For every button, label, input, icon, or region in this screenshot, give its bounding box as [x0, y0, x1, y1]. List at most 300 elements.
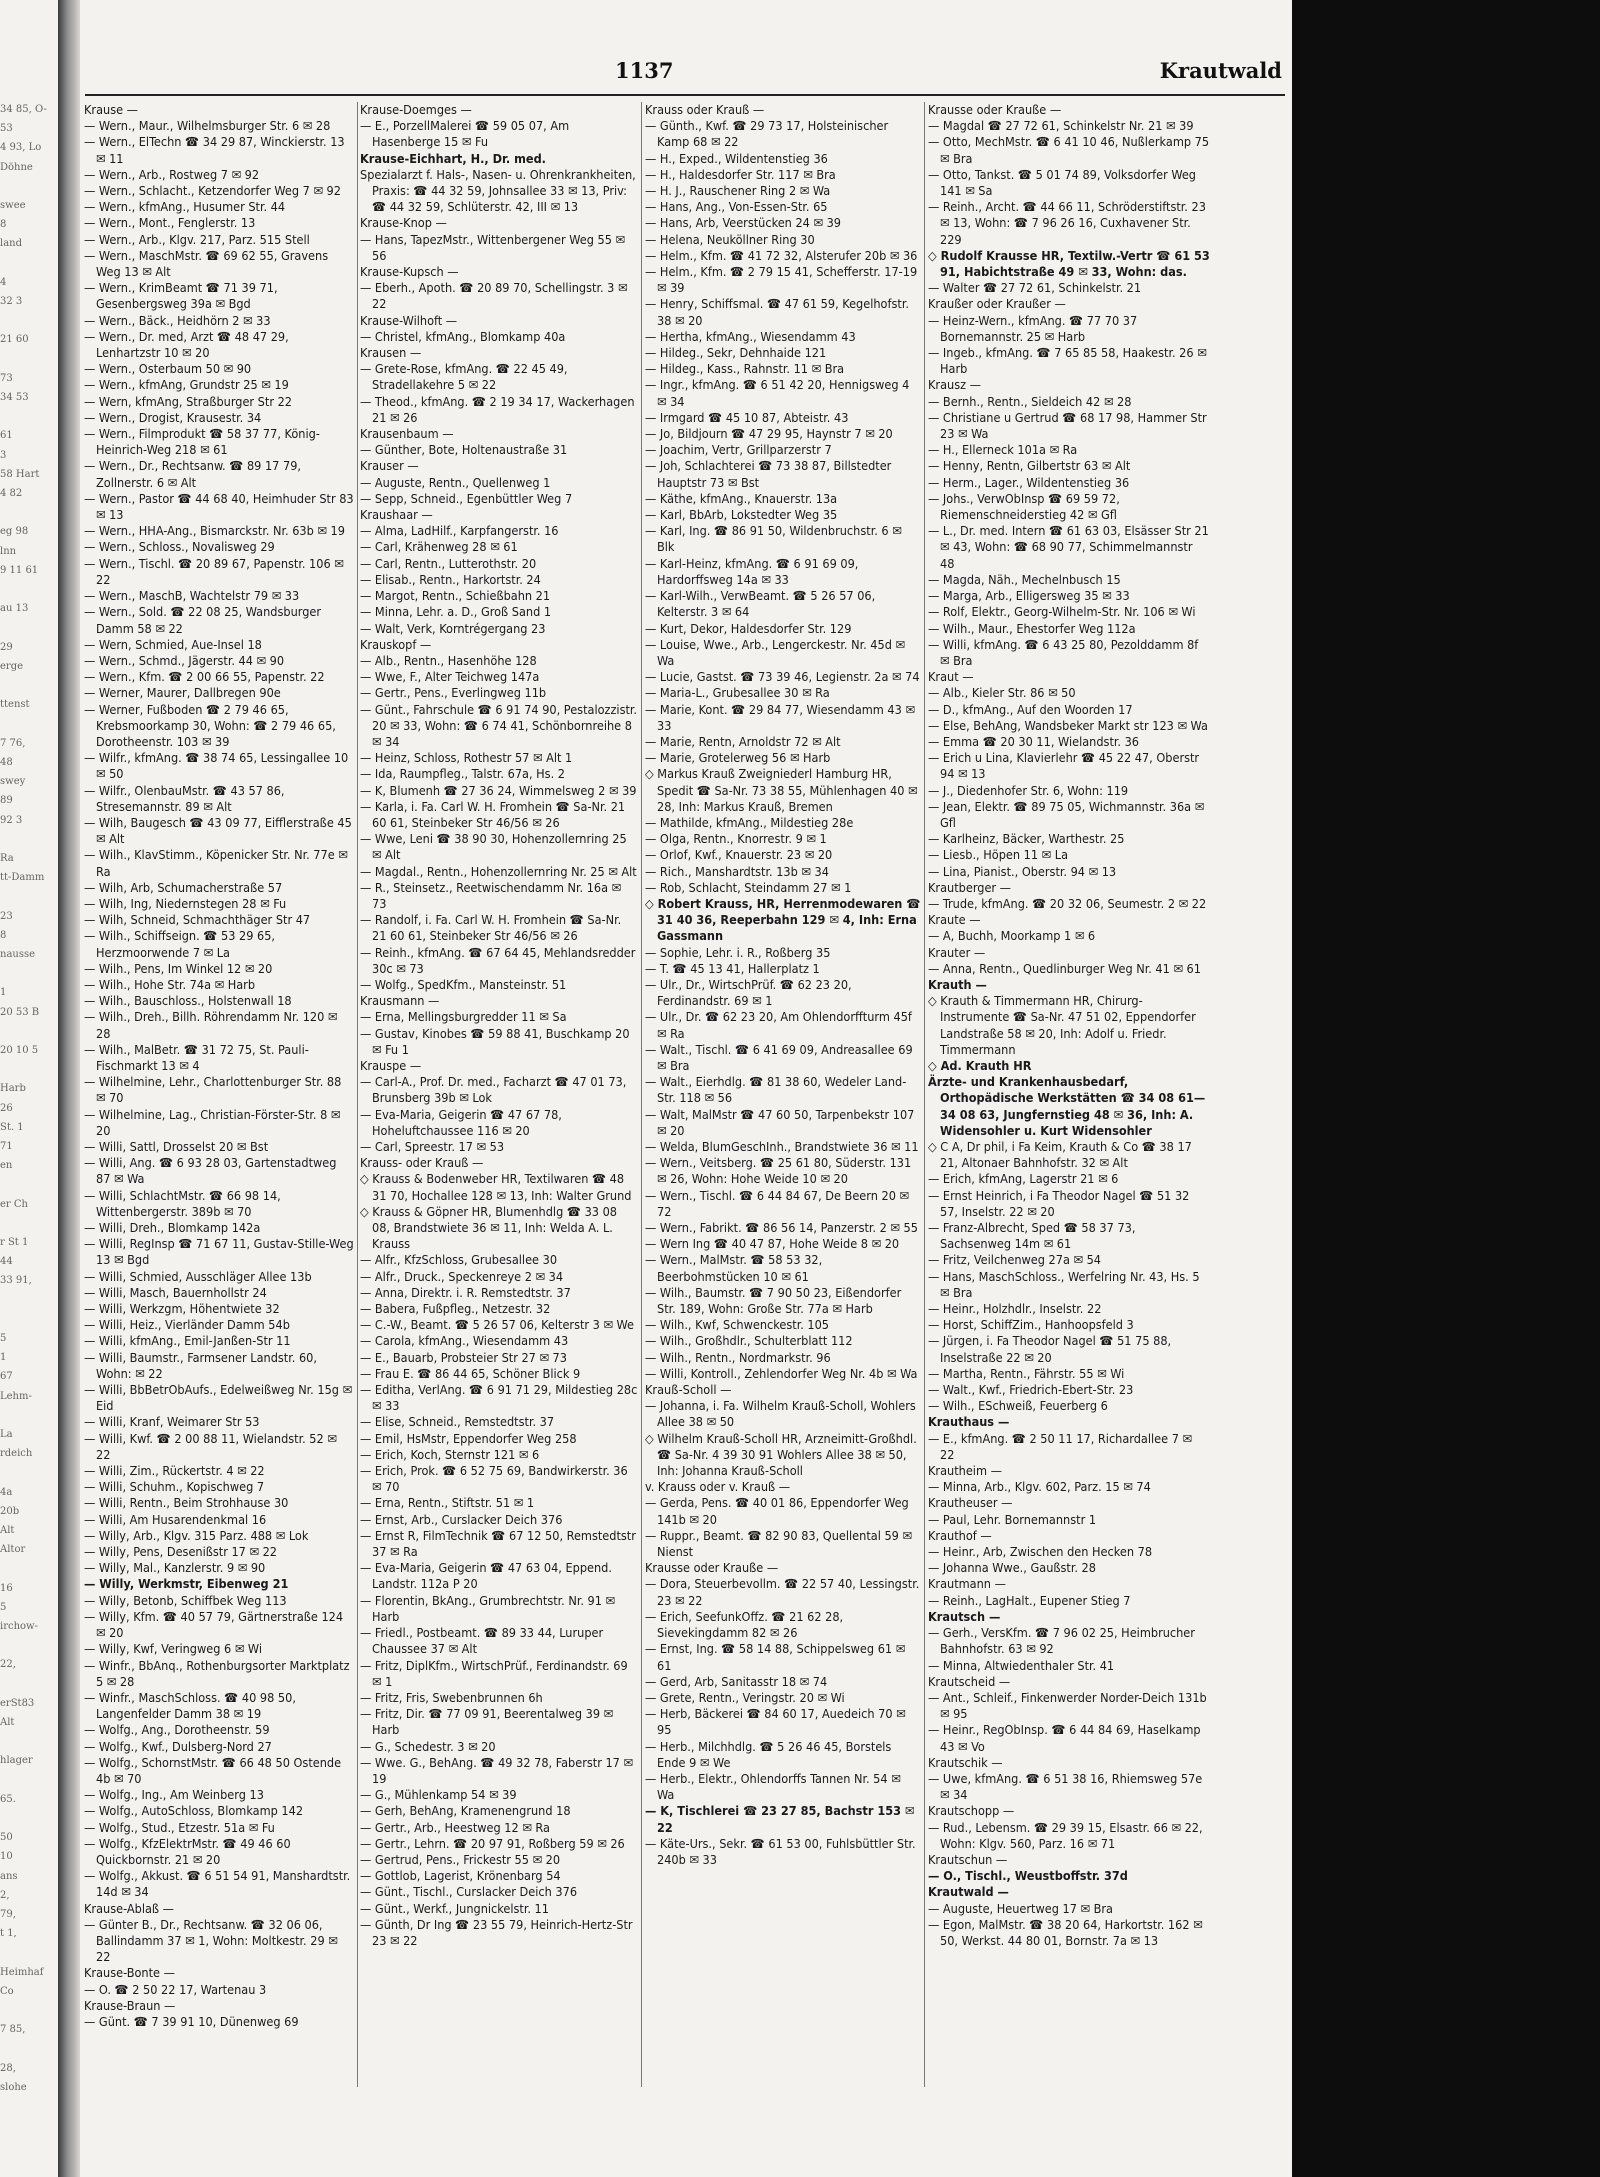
- directory-entry: — T. ☎ 45 13 41, Hallerplatz 1: [645, 960, 820, 976]
- directory-entry: Krauss- oder Krauß —: [360, 1155, 484, 1171]
- directory-entry: — Wern., Schlacht., Ketzendorfer Weg 7 ✉ 92: [84, 183, 341, 199]
- margin-fragment: 20 10 5: [0, 1044, 39, 1056]
- directory-entry: — Wilhelmine, Lag., Christian-Förster-Str. 8 ✉ 20: [84, 1106, 341, 1138]
- directory-entry: — G., Schedestr. 3 ✉ 20: [360, 1738, 496, 1754]
- directory-entry: — Minna, Altwiedenthaler Str. 41: [928, 1657, 1115, 1673]
- directory-entry: — Winfr., BbAnq., Rothenburgsorter Marktplatz 5 ✉ 28: [84, 1657, 350, 1689]
- directory-entry: — Willy, Mal., Kanzlerstr. 9 ✉ 90: [84, 1560, 266, 1576]
- margin-fragment: ttenst: [0, 699, 30, 711]
- directory-entry: — Wilh., ESchweiß, Feuerberg 6: [928, 1398, 1108, 1414]
- margin-fragment: t 1,: [0, 1928, 17, 1940]
- directory-entry: — Willi, kfmAng., Emil-Janßen-Str 11: [84, 1333, 291, 1349]
- directory-entry: — Willi, SchlachtMstr. ☎ 66 98 14, Wittenbergerstr. 389b ✉ 70: [84, 1187, 281, 1219]
- directory-entry: — Willi, Kranf, Weimarer Str 53: [84, 1414, 260, 1430]
- directory-entry: — Wilh, Baugesch ☎ 43 09 77, Eifflerstraße 45 ✉ Alt: [84, 814, 352, 847]
- margin-fragment: St. 1: [0, 1121, 24, 1133]
- margin-fragment: 67: [0, 1371, 13, 1383]
- directory-entry: — Karl, BbArb, Lokstedter Weg 35: [645, 507, 838, 523]
- directory-entry: — Willi, Heiz., Vierländer Damm 54b: [84, 1317, 290, 1333]
- directory-entry: Krautscheid —: [928, 1673, 1011, 1689]
- directory-entry: — Wern., Schmd., Jägerstr. 44 ✉ 90: [84, 652, 285, 668]
- directory-entry: — Carl-A., Prof. Dr. med., Facharzt ☎ 47 01 73, Brunsberg 39b ✉ Lok: [360, 1074, 627, 1106]
- margin-fragment: 48: [0, 756, 13, 768]
- directory-entry: — E., PorzellMalerei ☎ 59 05 07, Am Hasenberge 15 ✉ Fu: [360, 118, 570, 150]
- margin-fragment: 7 85,: [0, 2024, 26, 2036]
- directory-entry: Krautheuser —: [928, 1495, 1013, 1511]
- directory-entry: — Wwe, Leni ☎ 38 90 30, Hohenzollernring 25 ✉ Alt: [360, 831, 627, 863]
- directory-entry: — Else, BehAng, Wandsbeker Markt str 123 ✉ Wa: [928, 717, 1208, 733]
- margin-fragment: [0, 1559, 58, 1578]
- directory-entry: — Margot, Rentn., Schießbahn 21: [360, 588, 551, 604]
- scan-background: [1292, 0, 1600, 2177]
- directory-entry: ◇ Krauth & Timmermann HR, Chirurg-Instrumente ☎ Sa-Nr. 47 51 02, Eppendorfer Landstraße 58 ✉ 20, Inh: Adolf u. Friedr. Timmermann: [928, 993, 1196, 1057]
- directory-entry: — Wern., Mont., Fenglerstr. 13: [84, 215, 256, 231]
- directory-entry: Kraut —: [928, 669, 974, 685]
- directory-entry: — H., Exped., Wildentenstieg 36: [645, 150, 828, 166]
- directory-entry: Krause-Braun —: [84, 1997, 176, 2013]
- facing-page-margin-fragments: [0, 100, 58, 2120]
- directory-entry: Krause-Knop —: [360, 215, 447, 231]
- directory-entry: — Willy, Arb., Klgv. 315 Parz. 488 ✉ Lok: [84, 1527, 309, 1543]
- directory-entry: — Werner, Fußboden ☎ 2 79 46 65, Krebsmoorkamp 30, Wohn: ☎ 2 79 46 65, Dorotheenstr. 103 ✉ 39: [84, 701, 336, 749]
- directory-entry: — Auguste, Heuertweg 17 ✉ Bra: [928, 1900, 1114, 1916]
- directory-entry: — Willi, Ang. ☎ 6 93 28 03, Gartenstadtweg 87 ✉ Wa: [84, 1155, 337, 1187]
- directory-entry: — Editha, VerlAng. ☎ 6 91 71 29, Mildestieg 28c ✉ 33: [360, 1382, 638, 1414]
- directory-entry: — Joh, Schlachterei ☎ 73 38 87, Billstedter Hauptstr 73 ✉ Bst: [645, 458, 892, 490]
- directory-entry: — E., kfmAng. ☎ 2 50 11 17, Richardallee 7 ✉ 22: [928, 1430, 1193, 1462]
- margin-fragment: 3: [0, 449, 7, 461]
- directory-entry: — Willi, Kontroll., Zehlendorfer Weg Nr. 4b ✉ Wa: [645, 1365, 918, 1381]
- directory-entry: — Elise, Schneid., Remstedtstr. 37: [360, 1414, 555, 1430]
- directory-entry: — H., Ellerneck 101a ✉ Ra: [928, 442, 1078, 458]
- directory-entry: Krautmann —: [928, 1576, 1006, 1592]
- directory-entry: — Günt., Fahrschule ☎ 6 91 74 90, Pestalozzistr. 20 ✉ 33, Wohn: ☎ 6 74 41, Schönbornreihe 8 ✉ 34: [360, 701, 638, 749]
- margin-fragment: [0, 254, 58, 273]
- directory-entry: — Willy, Werkmstr, Eibenweg 21: [84, 1576, 289, 1592]
- column-divider: [357, 102, 358, 2087]
- directory-entry: Krauthof —: [928, 1527, 992, 1543]
- directory-entry: Krausse oder Krauße —: [645, 1560, 779, 1576]
- directory-entry: — Wern., Bäck., Heidhörn 2 ✉ 33: [84, 312, 271, 328]
- directory-entry: — Emma ☎ 20 30 11, Wielandstr. 36: [928, 733, 1140, 749]
- directory-entry: — Walt, Verk, Korntrégergang 23: [360, 620, 546, 636]
- directory-entry: — Wolfg., SpedKfm., Mansteinstr. 51: [360, 976, 567, 992]
- directory-entry: — Ingr., kfmAng. ☎ 6 51 42 20, Hennigsweg 4 ✉ 34: [645, 377, 910, 409]
- directory-entry: — Wilfr., kfmAng. ☎ 38 74 65, Lessingallee 10 ✉ 50: [84, 750, 349, 782]
- margin-fragment: hlager: [0, 1755, 33, 1767]
- directory-entry: — Wern., Tischl. ☎ 20 89 67, Papenstr. 106 ✉ 22: [84, 555, 344, 587]
- margin-fragment: nausse: [0, 948, 36, 960]
- directory-entry: — Mathilde, kfmAng., Mildestieg 28e: [645, 814, 854, 830]
- directory-entry: — O., Tischl., Weustboffstr. 37d: [928, 1868, 1128, 1884]
- margin-fragment: Co: [0, 1985, 14, 1997]
- margin-fragment: [0, 1060, 58, 1079]
- directory-entry: — Willi, Schmied, Ausschläger Allee 13b: [84, 1268, 312, 1284]
- directory-entry: — Lina, Pianist., Oberstr. 94 ✉ 13: [928, 863, 1117, 879]
- directory-entry: — Wern., Filmprodukt ☎ 58 37 77, König-Heinrich-Weg 218 ✉ 61: [84, 426, 320, 458]
- directory-entry: — Karl-Wilh., VerwBeamt. ☎ 5 26 57 06, Kelterstr. 3 ✉ 64: [645, 588, 876, 620]
- margin-fragment: [0, 177, 58, 196]
- directory-entry: — Karl-Heinz, kfmAng. ☎ 6 91 69 09, Hardorffsweg 14a ✉ 33: [645, 555, 859, 587]
- directory-entry: — A, Buchh, Moorkamp 1 ✉ 6: [928, 928, 1096, 944]
- directory-entry: — Marie, Grotelerweg 56 ✉ Harb: [645, 750, 831, 766]
- directory-entry: Krauth —: [928, 976, 987, 992]
- margin-fragment: 5: [0, 1333, 7, 1344]
- directory-entry: — Otto, Tankst. ☎ 5 01 74 89, Volksdorfer Weg 141 ✉ Sa: [928, 166, 1196, 199]
- directory-column-3: [645, 102, 921, 2087]
- directory-entry: — Wilh., Rentn., Nordmarkstr. 96: [645, 1349, 831, 1365]
- margin-fragment: [0, 830, 58, 849]
- directory-entry: — Grete, Rentn., Veringstr. 20 ✉ Wi: [645, 1689, 845, 1705]
- directory-entry: ◇ C A, Dr phil, i Fa Keim, Krauth & Co ☎ 38 17 21, Altonaer Bahnhofstr. 32 ✉ Alt: [928, 1139, 1192, 1171]
- directory-entry: — Emil, HsMstr, Eppendorfer Weg 258: [360, 1430, 577, 1446]
- directory-entry: Krauter —: [928, 944, 986, 960]
- directory-entry: — Willi, Rentn., Beim Strohhause 30: [84, 1495, 289, 1511]
- directory-entry: — Wolfg., KfzElektrMstr. ☎ 49 46 60 Quickbornstr. 21 ✉ 20: [84, 1835, 291, 1867]
- margin-fragment: rdeich: [0, 1448, 33, 1460]
- directory-entry: — Martha, Rentn., Fährstr. 55 ✉ Wi: [928, 1365, 1125, 1381]
- directory-column-1: [84, 102, 354, 2087]
- directory-entry: — Carl, Rentn., Lutterothstr. 20: [360, 555, 537, 571]
- directory-entry: — Wern., Fabrikt. ☎ 86 56 14, Panzerstr. 2 ✉ 55: [645, 1220, 918, 1236]
- directory-entry: Krautwald —: [928, 1884, 1009, 1900]
- directory-entry: — Winfr., MaschSchloss. ☎ 40 98 50, Langenfelder Damm 38 ✉ 19: [84, 1689, 296, 1722]
- directory-entry: — Gottlob, Lagerist, Krönenbarg 54: [360, 1868, 561, 1884]
- directory-entry: — Heinr., Holzhdlr., Inselstr. 22: [928, 1301, 1102, 1317]
- directory-entry: — Willi, Werkzgm, Höhentwiete 32: [84, 1301, 280, 1317]
- directory-entry: — Wern., Maur., Wilhelmsburger Str. 6 ✉ 28: [84, 118, 331, 134]
- directory-entry: — R., Steinsetz., Reetwischendamm Nr. 16a ✉ 73: [360, 879, 622, 911]
- directory-entry: — Wolfg., Ang., Dorotheenstr. 59: [84, 1722, 270, 1738]
- margin-fragment: 20 53 B: [0, 1006, 40, 1018]
- directory-entry: — Alb., Rentn., Hasenhöhe 128: [360, 652, 537, 668]
- margin-fragment: [0, 407, 58, 426]
- margin-fragment: 20b: [0, 1505, 20, 1517]
- directory-entry: — Wolfg., SchornstMstr. ☎ 66 48 50 Ostende 4b ✉ 70: [84, 1754, 342, 1786]
- margin-fragment: 10: [0, 1851, 13, 1863]
- margin-fragment: [0, 1022, 58, 1041]
- margin-fragment: La: [0, 1429, 13, 1441]
- directory-entry: Krauser —: [360, 458, 419, 474]
- margin-fragment: 71: [0, 1140, 13, 1152]
- margin-fragment: [0, 2040, 58, 2059]
- directory-entry: — Willy, Kfm. ☎ 40 57 79, Gärtnerstraße 124 ✉ 20: [84, 1608, 344, 1641]
- margin-fragment: [0, 1771, 58, 1790]
- directory-entry: — H. J., Rauschener Ring 2 ✉ Wa: [645, 183, 831, 199]
- directory-entry: — Willy, Betonb, Schiffbek Weg 113: [84, 1592, 287, 1608]
- directory-entry: — Otto, MechMstr. ☎ 6 41 10 46, Nußlerkamp 75 ✉ Bra: [928, 134, 1210, 166]
- directory-entry: — Rob, Schlacht, Steindamm 27 ✉ 1: [645, 879, 852, 895]
- margin-fragment: 92 3: [0, 814, 23, 826]
- margin-fragment: 34 53: [0, 392, 29, 404]
- directory-entry: — Willi, Am Husarendenkmal 16: [84, 1511, 267, 1527]
- directory-entry: Krause-Wilhoft —: [360, 312, 458, 328]
- directory-column-4: [928, 102, 1210, 2087]
- directory-entry: — Gertr., Pens., Everlingweg 11b: [360, 685, 547, 701]
- header-rule: [85, 94, 1285, 96]
- directory-entry: — Gustav, Kinobes ☎ 59 88 41, Buschkamp 20 ✉ Fu 1: [360, 1025, 630, 1057]
- directory-entry: — Willi, Kwf. ☎ 2 00 88 11, Wielandstr. 52 ✉ 22: [84, 1430, 337, 1462]
- directory-entry: — Walt., Kwf., Friedrich-Ebert-Str. 23: [928, 1382, 1134, 1398]
- directory-entry: — Gerd, Arb, Sanitasstr 18 ✉ 74: [645, 1673, 828, 1689]
- directory-entry: — Wilh, Ing, Niedernstegen 28 ✉ Fu: [84, 895, 287, 911]
- directory-entry: ◇ Krauss & Göpner HR, Blumenhdlg ☎ 33 08 08, Brandstwiete 36 ✉ 11, Inh: Welda A. L. Krauss: [360, 1203, 618, 1252]
- directory-entry: — Hildeg., Sekr, Dehnhaide 121: [645, 345, 827, 361]
- margin-fragment: [0, 964, 58, 983]
- directory-entry: Spezialarzt f. Hals-, Nasen- u. Ohrenkrankheiten, Praxis: ☎ 44 32 59, Johnsallee 33 ✉ 13, Priv: ☎ 44 32 59, Schlüterstr. 42, III ✉ 13: [360, 166, 636, 215]
- directory-entry: — Wern., MaschMstr. ☎ 69 62 55, Gravens Weg 13 ✉ Alt: [84, 247, 329, 280]
- directory-entry: — Ingeb., kfmAng. ☎ 7 65 85 58, Haakestr. 26 ✉ Harb: [928, 345, 1207, 377]
- directory-entry: — Karl, Ing. ☎ 86 91 50, Wildenbruchstr. 6 ✉ Blk: [645, 523, 902, 555]
- directory-entry: — Egon, MalMstr. ☎ 38 20 64, Harkortstr. 162 ✉ 50, Werkst. 44 80 01, Bornstr. 7a ✉ 13: [928, 1916, 1203, 1948]
- directory-entry: — Günth, Dr Ing ☎ 23 55 79, Heinrich-Hertz-Str 23 ✉ 22: [360, 1916, 633, 1948]
- directory-entry: — Olga, Rentn., Knorrestr. 9 ✉ 1: [645, 831, 827, 847]
- directory-entry: — Günth., Kwf. ☎ 29 73 17, Holsteinischer Kamp 68 ✉ 22: [645, 118, 889, 150]
- directory-entry: — Wilh., Maur., Ehestorfer Weg 112a: [928, 620, 1136, 636]
- directory-column-2: [360, 102, 638, 2087]
- directory-entry: — Willi, BbBetrObAufs., Edelweißweg Nr. 15g ✉ Eid: [84, 1382, 353, 1414]
- directory-entry: — E., Bauarb, Probsteier Str 27 ✉ 73: [360, 1349, 567, 1365]
- directory-entry: — Erna, Mellingsburgredder 11 ✉ Sa: [360, 1009, 567, 1025]
- directory-entry: — Wern., KrimBeamt ☎ 71 39 71, Gesenbergsweg 39a ✉ Bgd: [84, 280, 278, 312]
- directory-entry: Krausse oder Krauße —: [928, 102, 1062, 117]
- margin-fragment: 26: [0, 1102, 13, 1114]
- directory-entry: — Hans, TapezMstr., Wittenbergener Weg 55 ✉ 56: [360, 231, 626, 263]
- directory-entry: — Wern., ElTechn ☎ 34 29 87, Winckierstr. 13 ✉ 11: [84, 134, 345, 166]
- directory-entry: — Uwe, kfmAng. ☎ 6 51 38 16, Rhiemsweg 57e ✉ 34: [928, 1770, 1203, 1803]
- directory-entry: — G., Mühlenkamp 54 ✉ 39: [360, 1787, 517, 1803]
- margin-fragment: [0, 311, 58, 330]
- directory-entry: — Joachim, Vertr, Grillparzerstr 7: [645, 442, 832, 458]
- directory-entry: — Wern., Sold. ☎ 22 08 25, Wandsburger Damm 58 ✉ 22: [84, 604, 322, 636]
- directory-entry: — Fritz, Fris, Swebenbrunnen 6h: [360, 1689, 543, 1705]
- directory-entry: — Erich, Prok. ☎ 6 52 75 69, Bandwirkerstr. 36 ✉ 70: [360, 1463, 628, 1495]
- directory-entry: Kraußer oder Kraußer —: [928, 296, 1066, 312]
- directory-entry: — Helena, Neuköllner Ring 30: [645, 231, 815, 247]
- directory-entry: ◇ Rudolf Krausse HR, Textilw.-Vertr ☎ 61 53 91, Habichtstraße 49 ✉ 33, Wohn: das.: [928, 247, 1210, 280]
- margin-fragment: 4 82: [0, 488, 23, 500]
- directory-entry: Krauskopf —: [360, 636, 432, 652]
- directory-entry: — Wolfg., Akkust. ☎ 6 51 54 91, Manshardtstr. 14d ✉ 34: [84, 1868, 351, 1900]
- directory-entry: — Fritz, Veilchenweg 27a ✉ 54: [928, 1252, 1102, 1268]
- directory-entry: — Wern., Veitsberg. ☎ 25 61 80, Süderstr. 131 ✉ 26, Wohn: Hohe Weide 10 ✉ 20: [645, 1155, 912, 1187]
- directory-entry: Krauß-Scholl —: [645, 1382, 732, 1398]
- directory-entry: — Wilh., Pens, Im Winkel 12 ✉ 20: [84, 960, 273, 976]
- margin-fragment: Harb: [0, 1083, 26, 1095]
- directory-entry: — Heinr., Arb, Zwischen den Hecken 78: [928, 1544, 1153, 1560]
- directory-entry: v. Krauss oder v. Krauß —: [645, 1479, 791, 1495]
- directory-entry: — Herm., Lager., Wildentenstieg 36: [928, 474, 1130, 490]
- directory-entry: — Erich, Koch, Sternstr 121 ✉ 6: [360, 1446, 540, 1462]
- directory-entry: — Fritz, DiplKfm., WirtschPrüf., Ferdinandstr. 69 ✉ 1: [360, 1657, 628, 1689]
- directory-entry: — Magdal ☎ 27 72 61, Schinkelstr Nr. 21 ✉ 39: [928, 118, 1194, 134]
- directory-entry: — Alfr., KfzSchloss, Grubesallee 30: [360, 1252, 558, 1268]
- margin-fragment: Altor: [0, 1544, 26, 1556]
- directory-entry: — Wilh, Arb, Schumacherstraße 57: [84, 879, 283, 895]
- margin-fragment: 61: [0, 430, 13, 442]
- directory-entry: — Günt. ☎ 7 39 91 10, Dünenweg 69: [84, 2013, 299, 2029]
- margin-fragment: 22,: [0, 1659, 16, 1671]
- margin-fragment: 5: [0, 1601, 7, 1613]
- margin-fragment: [0, 503, 58, 522]
- directory-entry: — Wern, kfmAng, Straßburger Str 22: [84, 393, 292, 409]
- directory-entry: Krausenbaum —: [360, 426, 454, 442]
- directory-entry: — Heinr., RegObInsp. ☎ 6 44 84 69, Haselkamp 43 ✉ Vo: [928, 1722, 1201, 1754]
- directory-entry: — Hildeg., Kass., Rahnstr. 11 ✉ Bra: [645, 361, 845, 377]
- margin-fragment: 53: [0, 123, 13, 135]
- directory-entry: — Sophie, Lehr. i. R., Roßberg 35: [645, 944, 831, 960]
- margin-fragment: 23: [0, 910, 13, 922]
- directory-entry: — Wwe. G., BehAng. ☎ 49 32 78, Faberstr 17 ✉ 19: [360, 1754, 633, 1786]
- directory-entry: — Johanna, i. Fa. Wilhelm Krauß-Scholl, Wohlers Allee 38 ✉ 50: [645, 1398, 916, 1430]
- margin-fragment: Heimhaf: [0, 1966, 44, 1978]
- directory-entry: — K, Blumenh ☎ 27 36 24, Wimmelsweg 2 ✉ 39: [360, 782, 637, 798]
- directory-entry: — Wern, Schmied, Aue-Insel 18: [84, 636, 262, 652]
- directory-entry: — Wolfg., AutoSchloss, Blomkamp 142: [84, 1803, 304, 1819]
- directory-entry: — Ida, Raumpfleg., Talstr. 67a, Hs. 2: [360, 766, 565, 782]
- directory-entry: ◇ Wilhelm Krauß-Scholl HR, Arzneimitt-Großhdl. ☎ Sa-Nr. 4 39 30 91 Wohlers Allee 38 ✉ 50, Inh: Johanna Krauß-Scholl: [645, 1430, 917, 1479]
- directory-entry: — O. ☎ 2 50 22 17, Wartenau 3: [84, 1981, 267, 1997]
- directory-entry: — Willy, Kwf, Veringweg 6 ✉ Wi: [84, 1641, 263, 1657]
- directory-entry: — Wern., Dr. med, Arzt ☎ 48 47 29, Lenhartzstr 10 ✉ 20: [84, 328, 289, 361]
- directory-entry: Krauspe —: [360, 1057, 422, 1073]
- margin-fragment: 89: [0, 795, 13, 807]
- running-head: Krautwald: [1159, 58, 1282, 83]
- directory-entry: — Wern., Tischl. ☎ 6 44 84 67, De Beern 20 ✉ 72: [645, 1187, 909, 1219]
- directory-entry: Kraute —: [928, 912, 981, 928]
- directory-entry: — Friedl., Postbeamt. ☎ 89 33 44, Luruper Chaussee 37 ✉ Alt: [360, 1625, 604, 1657]
- margin-fragment: 79,: [0, 1909, 16, 1921]
- directory-entry: — Frau E. ☎ 86 44 65, Schöner Blick 9: [360, 1365, 581, 1381]
- directory-entry: — Karla, i. Fa. Carl W. H. Fromhein ☎ Sa-Nr. 21 60 61, Steinbeker Str 46/56 ✉ 26: [360, 798, 626, 830]
- margin-fragment: 29: [0, 641, 13, 653]
- directory-entry: Krause-Doemges —: [360, 102, 472, 117]
- directory-entry: — Minna, Lehr. a. D., Groß Sand 1: [360, 604, 552, 620]
- directory-entry: Krauthaus —: [928, 1414, 1010, 1430]
- margin-fragment: [0, 1732, 58, 1751]
- directory-entry: — Wern., Kfm. ☎ 2 00 66 55, Papenstr. 22: [84, 669, 325, 685]
- directory-entry: — Wilh., Bauschloss., Holstenwall 18: [84, 993, 292, 1009]
- directory-entry: — Willi, Dreh., Blomkamp 142a: [84, 1220, 261, 1236]
- directory-entry: — Wilh., MalBetr. ☎ 31 72 75, St. Pauli-Fischmarkt 13 ✉ 4: [84, 1041, 309, 1073]
- directory-entry: — Wern., kfmAng., Husumer Str. 44: [84, 199, 286, 215]
- directory-entry: — Wern., Schloss., Novalisweg 29: [84, 539, 275, 555]
- directory-entry: — Dora, Steuerbevollm. ☎ 22 57 40, Lessingstr. 23 ✉ 22: [645, 1576, 920, 1608]
- margin-fragment: Alt: [0, 1717, 15, 1729]
- margin-fragment: [0, 1944, 58, 1963]
- directory-entry: — Rich., Manshardtstr. 13b ✉ 34: [645, 863, 829, 879]
- directory-entry: — Wilh., Schiffseign. ☎ 53 29 65, Herzmoorwende 7 ✉ La: [84, 928, 276, 960]
- directory-entry: — Erich u Lina, Klavierlehr ☎ 45 22 47, Oberstr 94 ✉ 13: [928, 750, 1200, 782]
- directory-entry: — Willi, Sattl, Drosselst 20 ✉ Bst: [84, 1139, 269, 1154]
- margin-fragment: 2,: [0, 1889, 10, 1901]
- directory-entry: — Wolfg., Ing., Am Weinberg 13: [84, 1787, 264, 1803]
- directory-entry: — Walter ☎ 27 72 61, Schinkelstr. 21: [928, 280, 1142, 296]
- directory-entry: — Helm., Kfm. ☎ 41 72 32, Alsterufer 20b ✉ 36: [645, 247, 918, 263]
- directory-entry: — Willi, RegInsp ☎ 71 67 11, Gustav-Stille-Weg 13 ✉ Bgd: [84, 1236, 354, 1268]
- directory-entry: Ärzte- und Krankenhausbedarf, Orthopädische Werkstätten ☎ 34 08 61—34 08 63, Jungfernstieg 48 ✉ 36, Inh: A. Widensohler u. Kurt Widensohler: [928, 1074, 1206, 1138]
- directory-entry: — Magda, Näh., Mechelnbusch 15: [928, 571, 1121, 587]
- directory-entry: Krause —: [84, 102, 139, 117]
- directory-entry: — Wern., MaschB, Wachtelstr 79 ✉ 33: [84, 588, 300, 604]
- margin-fragment: swee: [0, 200, 26, 212]
- directory-entry: — Jean, Elektr. ☎ 89 75 05, Wichmannstr. 36a ✉ Gfl: [928, 798, 1205, 830]
- margin-fragment: [0, 580, 58, 599]
- directory-entry: — Käte-Urs., Sekr. ☎ 61 53 00, Fuhlsbüttler Str. 240b ✉ 33: [645, 1835, 916, 1867]
- directory-entry: — Gerh., VersKfm. ☎ 7 96 02 25, Heimbrucher Bahnhofstr. 63 ✉ 92: [928, 1625, 1195, 1657]
- directory-entry: Krautberger —: [928, 879, 1012, 895]
- directory-entry: — Walt., Eierhdlg. ☎ 81 38 60, Wedeler Land-Str. 118 ✉ 56: [645, 1074, 907, 1106]
- directory-entry: — Henry, Schiffsmal. ☎ 47 61 59, Kegelhofstr. 38 ✉ 20: [645, 296, 909, 328]
- directory-entry: — K, Tischlerei ☎ 23 27 85, Bachstr 153 ✉ 22: [645, 1803, 915, 1835]
- margin-fragment: swey: [0, 776, 26, 788]
- directory-entry: — Jo, Bildjourn ☎ 47 29 95, Haynstr 7 ✉ 20: [645, 426, 893, 442]
- directory-entry: — Wern., Dr., Rechtsanw. ☎ 89 17 79, Zollnerstr. 6 ✉ Alt: [84, 458, 302, 490]
- directory-entry: Krautheim —: [928, 1463, 1002, 1479]
- margin-fragment: [0, 1675, 58, 1694]
- directory-entry: — Ernst, Ing. ☎ 58 14 88, Schippelsweg 61 ✉ 61: [645, 1641, 906, 1673]
- directory-entry: — Wern., Pastor ☎ 44 68 40, Heimhuder Str 83 ✉ 13: [84, 490, 354, 523]
- directory-entry: — Jürgen, i. Fa Theodor Nagel ☎ 51 75 88, Inselstraße 22 ✉ 20: [928, 1333, 1172, 1365]
- directory-entry: — Carl, Spreestr. 17 ✉ 53: [360, 1139, 505, 1154]
- directory-entry: — Maria-L., Grubesallee 30 ✉ Ra: [645, 685, 830, 701]
- margin-fragment: 21 60: [0, 334, 29, 346]
- directory-entry: — Gertr., Arb., Heestweg 12 ✉ Ra: [360, 1819, 550, 1835]
- margin-fragment: [0, 1809, 58, 1828]
- directory-entry: — Louise, Wwe., Arb., Lengerckestr. Nr. 45d ✉ Wa: [645, 636, 905, 668]
- directory-entry: — Babera, Fußpfleg., Netzestr. 32: [360, 1301, 551, 1317]
- directory-entry: ◇ Robert Krauss, HR, Herrenmodewaren ☎ 31 40 36, Reeperbahn 129 ✉ 4, Inh: Erna Gassmann: [645, 895, 921, 944]
- directory-entry: — Trude, kfmAng. ☎ 20 32 06, Seumestr. 2 ✉ 22: [928, 895, 1207, 911]
- directory-entry: — Ernst, Arb., Curslacker Deich 376: [360, 1511, 563, 1527]
- directory-entry: — Hertha, kfmAng., Wiesendamm 43: [645, 328, 856, 344]
- margin-fragment: [0, 1291, 58, 1310]
- directory-entry: — Herb, Bäckerei ☎ 84 60 17, Auedeich 70 ✉ 95: [645, 1706, 906, 1738]
- directory-entry: — Paul, Lehr. Bornemannstr 1: [928, 1511, 1097, 1527]
- directory-entry: — Lucie, Gastst. ☎ 73 39 46, Legienstr. 2a ✉ 74: [645, 669, 920, 685]
- directory-entry: Krause-Bonte —: [84, 1965, 175, 1981]
- directory-entry: — Herb., Elektr., Ohlendorffs Tannen Nr. 54 ✉ Wa: [645, 1770, 901, 1803]
- directory-entry: — Minna, Arb., Klgv. 602, Parz. 15 ✉ 74: [928, 1479, 1151, 1495]
- directory-entry: — Alb., Kieler Str. 86 ✉ 50: [928, 685, 1076, 701]
- margin-fragment: 1: [0, 1352, 7, 1364]
- directory-entry: — Erna, Rentn., Stiftstr. 51 ✉ 1: [360, 1495, 535, 1511]
- directory-entry: — Heinz-Wern., kfmAng. ☎ 77 70 37 Bornemannstr. 25 ✉ Harb: [928, 312, 1138, 344]
- directory-entry: — Wern., Arb., Klgv. 217, Parz. 515 Stell: [84, 231, 310, 247]
- directory-entry: — Henny, Rentn, Gilbertstr 63 ✉ Alt: [928, 458, 1131, 474]
- directory-entry: — Walt., Tischl. ☎ 6 41 69 09, Andreasallee 69 ✉ Bra: [645, 1041, 913, 1073]
- directory-entry: — Gertrud, Pens., Frickestr 55 ✉ 20: [360, 1851, 561, 1867]
- directory-entry: — Liesb., Höpen 11 ✉ La: [928, 847, 1069, 863]
- directory-entry: — Gerh, BehAng, Kramenengrund 18: [360, 1803, 571, 1819]
- directory-entry: — Wern., HHA-Ang., Bismarckstr. Nr. 63b ✉ 19: [84, 523, 345, 539]
- directory-entry: — Rud., Lebensm. ☎ 29 39 15, Elsastr. 66 ✉ 22, Wohn: Klgv. 560, Parz. 16 ✉ 71: [928, 1819, 1203, 1851]
- directory-entry: — Hans, MaschSchloss., Werfelring Nr. 43, Hs. 5 ✉ Bra: [928, 1268, 1200, 1300]
- directory-entry: — Heinz, Schloss, Rothestr 57 ✉ Alt 1: [360, 750, 573, 766]
- margin-fragment: 4: [0, 276, 7, 288]
- margin-fragment: 58 Hart: [0, 468, 40, 480]
- directory-entry: — Johs., VerwObInsp ☎ 69 59 72, Riemenschneiderstieg 42 ✉ Gfl: [928, 490, 1120, 523]
- directory-entry: — Wern., Osterbaum 50 ✉ 90: [84, 361, 252, 377]
- directory-entry: — Willy, Pens, Desenißstr 17 ✉ 22: [84, 1544, 277, 1560]
- directory-entry: — Günt., Werkf., Jungnickelstr. 11: [360, 1900, 549, 1916]
- directory-entry: — Bernh., Rentn., Sieldeich 42 ✉ 28: [928, 393, 1132, 409]
- directory-entry: — Günter B., Dr., Rechtsanw. ☎ 32 06 06, Ballindamm 37 ✉ 1, Wohn: Moltkestr. 29 ✉ 22: [84, 1916, 338, 1965]
- directory-entry: — Carl, Krähenweg 28 ✉ 61: [360, 539, 518, 555]
- directory-entry: — Christiane u Gertrud ☎ 68 17 98, Hammer Str 23 ✉ Wa: [928, 409, 1207, 442]
- directory-entry: — Wwe, F., Alter Teichweg 147a: [360, 669, 540, 685]
- directory-entry: — Ernst R, FilmTechnik ☎ 67 12 50, Remstedtstr 37 ✉ Ra: [360, 1527, 636, 1560]
